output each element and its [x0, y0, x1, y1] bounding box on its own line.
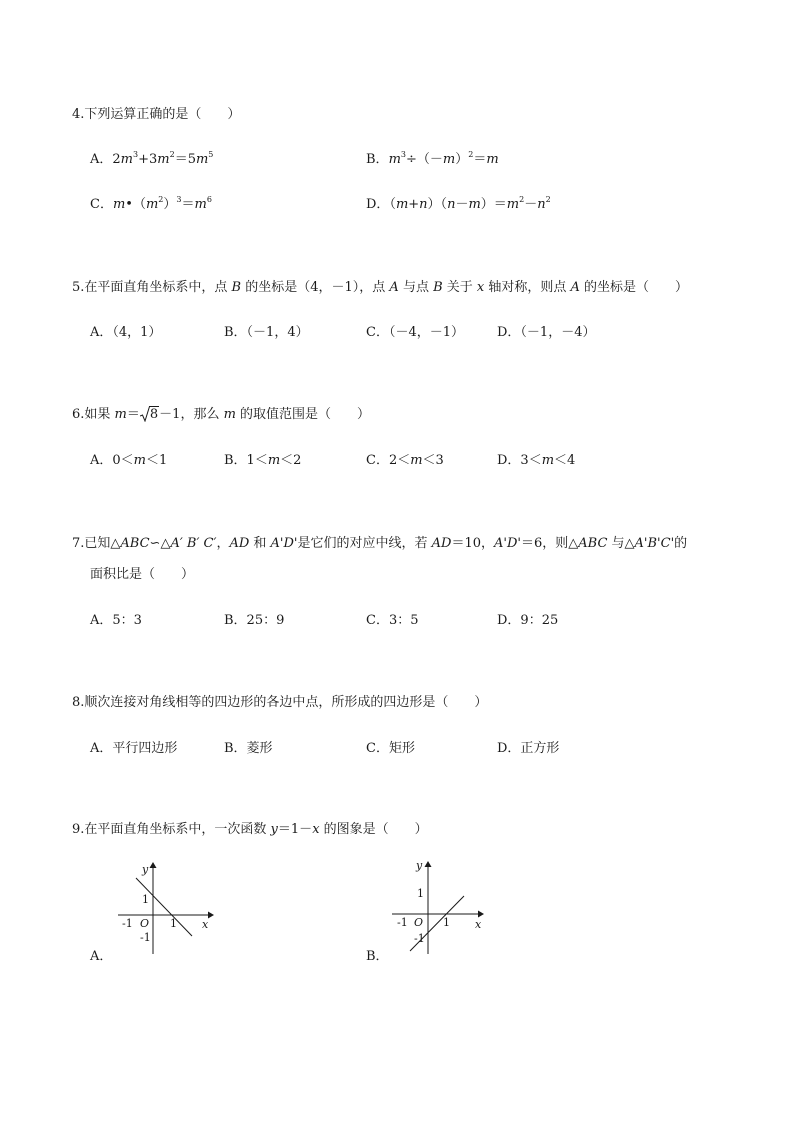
question-7-stem: 7.已知△ABC∽△A′ B′ C′，AD 和 A'D'是它们的对应中线，若 AD＝10，A'D'＝6，则△ABC 与△A'B'C'的: [72, 536, 688, 551]
x-axis-label: x: [475, 918, 482, 931]
sqrt-radicand: 8: [149, 407, 159, 422]
question-5-option-c: C．（－4，－1）: [366, 325, 464, 340]
question-7-option-a: A．5：3: [90, 613, 142, 628]
x-axis-arrow-icon: [208, 912, 214, 919]
question-6-stem: 6.如果 m＝ 8－1，那么 m 的取值范围是（ ）: [72, 407, 371, 422]
question-5-option-a: A．（4，1）: [90, 325, 162, 340]
graph-a-label: A．: [90, 949, 113, 964]
question-4-option-a: A．$2m^3+3m^2=5m^5$: [90, 150, 214, 167]
graph-b-label: B．: [366, 949, 389, 964]
question-6-option-a: A．0＜m＜1: [90, 453, 168, 468]
y-axis-arrow-icon: [425, 861, 432, 867]
question-8-option-c: C．矩形: [366, 741, 415, 756]
question-9-stem: 9.在平面直角坐标系中，一次函数 y＝1－x 的图象是（ ）: [72, 822, 428, 837]
question-4-option-c: C．$m•(m^2)^3=m^6$: [90, 195, 212, 212]
question-5-stem: 5.在平面直角坐标系中，点 B 的坐标是（4，－1），点 A 与点 B 关于 x 轴对称，则点 A 的坐标是（ ）: [72, 280, 689, 295]
tick-label-y-1: 1: [142, 893, 149, 906]
question-6-option-d: D．3＜m＜4: [497, 453, 576, 468]
tick-label-x-1: 1: [443, 916, 450, 929]
tick-label-x-1: 1: [170, 917, 177, 930]
question-8-option-b: B．菱形: [224, 741, 273, 756]
y-axis-arrow-icon: [150, 862, 157, 868]
question-7-option-d: D．9：25: [497, 613, 559, 628]
question-7-option-c: C．3：5: [366, 613, 419, 628]
question-6-option-c: C．2＜m＜3: [366, 453, 444, 468]
tick-label-x-neg1: -1: [122, 917, 133, 930]
tick-label-y-1: 1: [417, 887, 424, 900]
question-5-option-b: B．（－1，4）: [224, 325, 309, 340]
question-5-option-d: D．（－1，－4）: [497, 325, 596, 340]
tick-label-x-neg1: -1: [397, 916, 408, 929]
sqrt-symbol: [140, 407, 159, 422]
question-8-stem: 8.顺次连接对角线相等的四边形的各边中点，所形成的四边形是（ ）: [72, 695, 488, 710]
x-axis-arrow-icon: [478, 911, 484, 918]
question-8-option-a: A．平行四边形: [90, 741, 178, 756]
question-6-option-b: B．1＜m＜2: [224, 453, 302, 468]
question-7-stem-line2: 面积比是（ ）: [90, 567, 195, 582]
y-axis-label: y: [142, 863, 149, 876]
graph-a: [110, 858, 220, 958]
question-4-option-d: D．$(m+n)(n-m)=m^2-n^2$: [366, 195, 551, 212]
question-7-option-b: B．25：9: [224, 613, 285, 628]
question-4-option-b: B．$m^3\div(-m)^2=m$: [366, 150, 499, 167]
origin-label: O: [414, 916, 424, 929]
question-4-stem: 4.下列运算正确的是（ ）: [72, 107, 241, 122]
x-axis-label: x: [202, 918, 209, 931]
question-8-option-d: D．正方形: [497, 741, 560, 756]
tick-label-y-neg1: -1: [414, 932, 425, 945]
graph-b: [386, 856, 496, 958]
tick-label-y-neg1: -1: [140, 931, 151, 944]
origin-label: O: [140, 917, 150, 930]
y-axis-label: y: [416, 859, 423, 872]
